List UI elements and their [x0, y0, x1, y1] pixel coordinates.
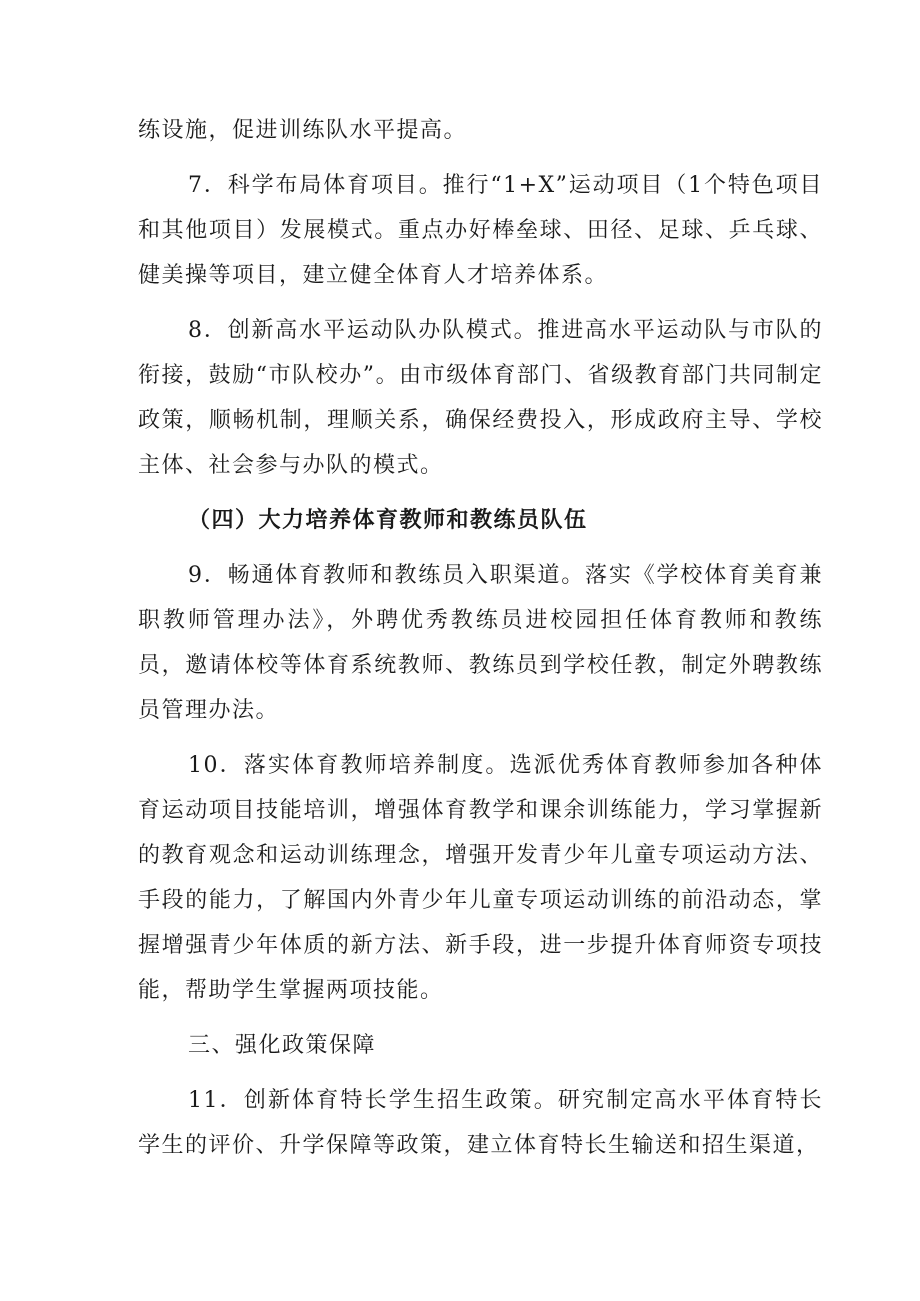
paragraph-gap: [138, 488, 823, 498]
section-heading-3: 三、强化政策保障: [188, 1033, 377, 1058]
document-page: [138, 108, 823, 1168]
paragraph-gap: [138, 1068, 823, 1078]
section-heading-4: （四）大力培养体育教师和教练员队伍: [188, 508, 588, 533]
paragraph-item-9: 9．畅通体育教师和教练员入职渠道。落实《学校体育美育兼职教师管理办法》，外聘优秀教练员进校园担任体育教师和教练员，邀请体校等体育系统教师、教练员到学校任教，制定外聘教练员管理办法。: [138, 563, 823, 723]
paragraph-item-7: 7．科学布局体育项目。推行“1+X”运动项目（1个特色项目和其他项目）发展模式。重点办好棒垒球、田径、足球、乒乓球、健美操等项目，建立健全体育人才培养体系。: [138, 173, 823, 288]
paragraph-gap: [138, 153, 823, 163]
paragraph-gap: [138, 1013, 823, 1023]
paragraph-gap: [138, 543, 823, 553]
paragraph-item-8: 8．创新高水平运动队办队模式。推进高水平运动队与市队的衔接，鼓励“市队校办”。由市级体育部门、省级教育部门共同制定政策，顺畅机制，理顺关系，确保经费投入，形成政府主导、学校主体、社会参与办队的模式。: [138, 318, 823, 478]
paragraph-item-10: 10．落实体育教师培养制度。选派优秀体育教师参加各种体育运动项目技能培训，增强体育教学和课余训练能力，学习掌握新的教育观念和运动训练理念，增强开发青少年儿童专项运动方法、手段的能力，了解国内外青少年儿童专项运动训练的前沿动态，掌握增强青少年体质的新方法、新手段，进一步提升体育师资专项技能，帮助学生掌握两项技能。: [138, 753, 823, 1003]
paragraph-gap: [138, 298, 823, 308]
paragraph-item-11: 11．创新体育特长学生招生政策。研究制定高水平体育特长学生的评价、升学保障等政策，建立体育特长生输送和招生渠道，: [138, 1088, 823, 1158]
paragraph-gap: [138, 733, 823, 743]
paragraph-continuation: 练设施，促进训练队水平提高。: [138, 118, 468, 143]
